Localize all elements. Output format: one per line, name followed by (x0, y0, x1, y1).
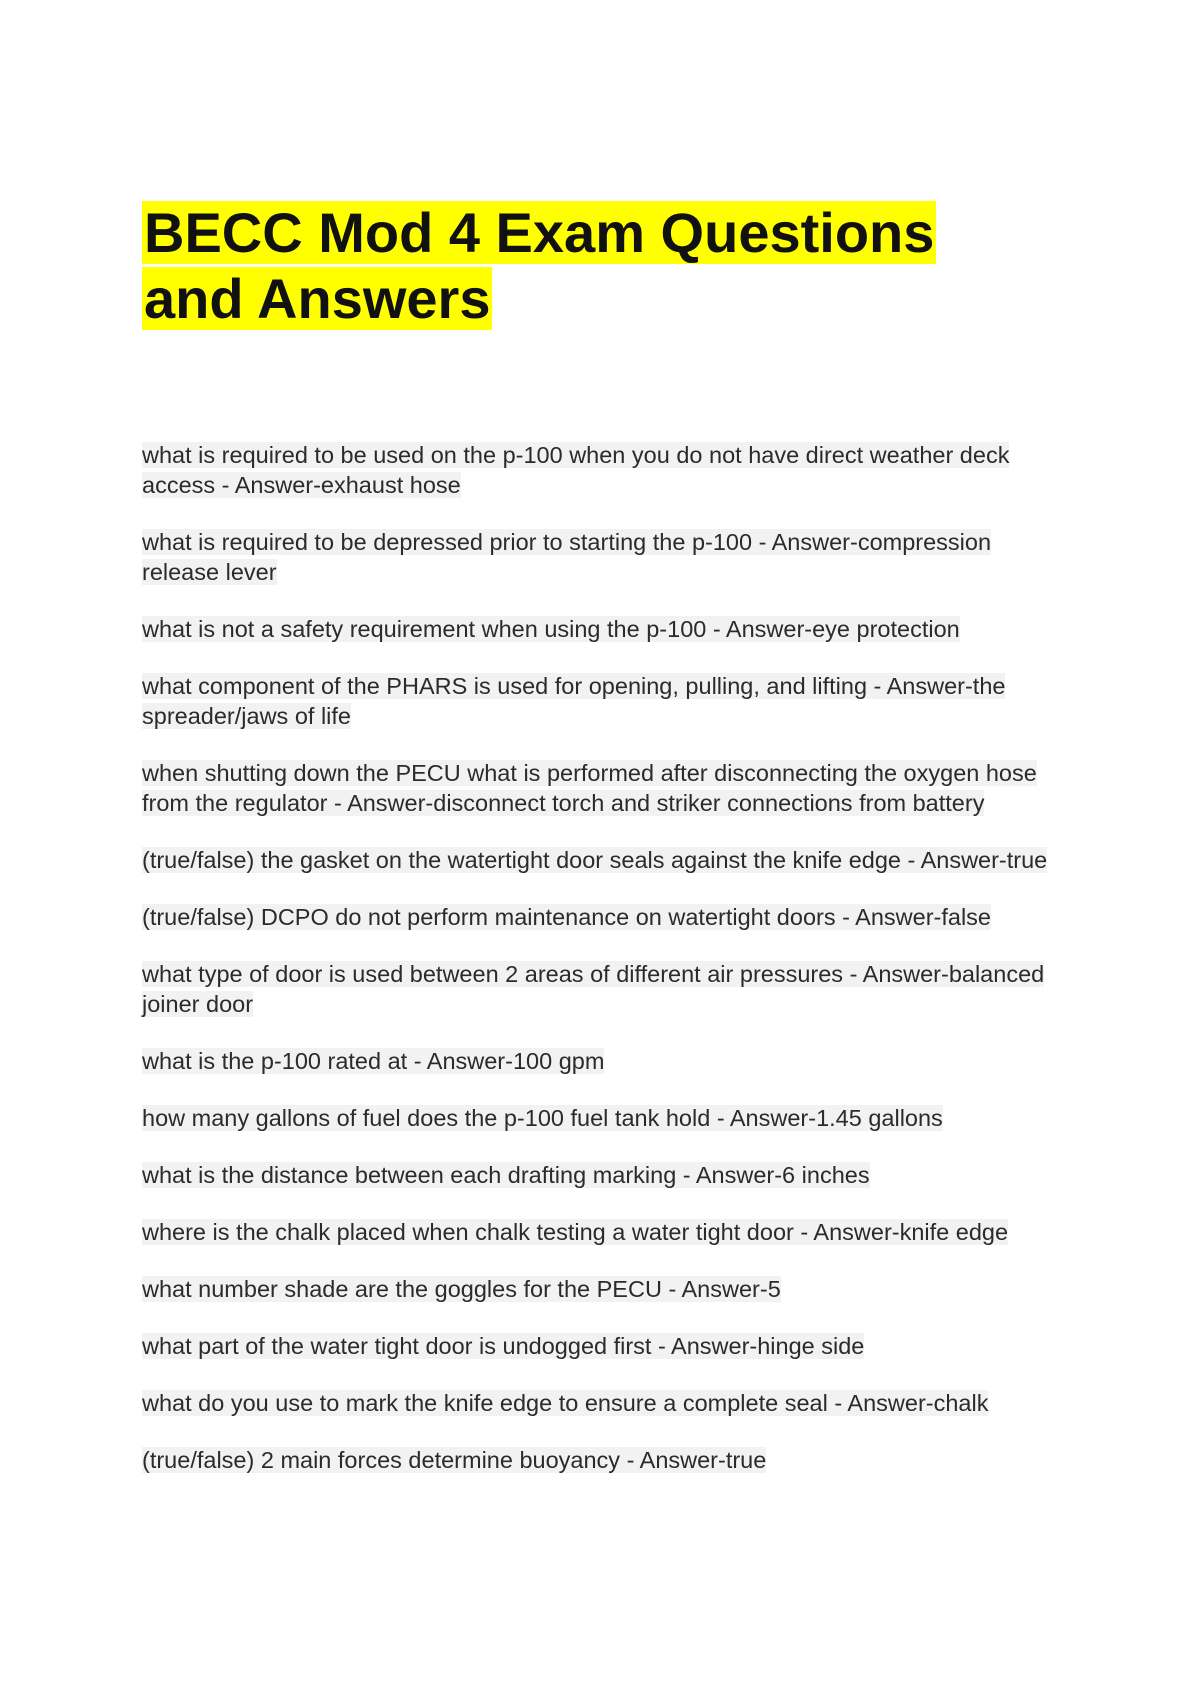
qa-item-text: what is the p-100 rated at - Answer-100 gpm (142, 1048, 605, 1074)
qa-item-text: (true/false) the gasket on the watertight door seals against the knife edge - Answer-true (142, 847, 1048, 873)
qa-item (142, 614, 1072, 644)
qa-item (142, 1217, 1072, 1247)
qa-item-text: what part of the water tight door is undogged first - Answer-hinge side (142, 1333, 865, 1359)
qa-item (142, 527, 1072, 587)
qa-item-text: (true/false) DCPO do not perform maintenance on watertight doors - Answer-false (142, 904, 991, 930)
qa-item-text: (true/false) 2 main forces determine buoyancy - Answer-true (142, 1447, 767, 1473)
qa-item (142, 1388, 1072, 1418)
qa-item-text: what number shade are the goggles for the PECU - Answer-5 (142, 1276, 781, 1302)
qa-item (142, 1274, 1072, 1304)
qa-item (142, 671, 1072, 731)
qa-item (142, 1046, 1072, 1076)
qa-item (142, 1103, 1072, 1133)
qa-item-text: what is required to be depressed prior to starting the p-100 - Answer-compression release lever (142, 529, 992, 585)
qa-item-text: what is not a safety requirement when using the p-100 - Answer-eye protection (142, 616, 960, 642)
qa-item-text: when shutting down the PECU what is performed after disconnecting the oxygen hose from the regulator - Answer-disconnect torch and striker connections from battery (142, 760, 1037, 816)
qa-item (142, 758, 1072, 818)
qa-item (142, 1331, 1072, 1361)
qa-item (142, 1445, 1072, 1475)
qa-item-text: what component of the PHARS is used for opening, pulling, and lifting - Answer-the spreader/jaws of life (142, 673, 1006, 729)
qa-item (142, 959, 1072, 1019)
document-title-text: BECC Mod 4 Exam Questions and Answers (144, 201, 935, 330)
qa-item (142, 1160, 1072, 1190)
qa-list (142, 440, 1072, 1502)
qa-item-text: what is the distance between each drafting marking - Answer-6 inches (142, 1162, 870, 1188)
qa-item-text: what type of door is used between 2 areas of different air pressures - Answer-balanced joiner door (142, 961, 1045, 1017)
qa-item (142, 440, 1072, 500)
document-title (142, 200, 1022, 332)
qa-item-text: where is the chalk placed when chalk testing a water tight door - Answer-knife edge (142, 1219, 1009, 1245)
qa-item-text: what is required to be used on the p-100 when you do not have direct weather deck access - Answer-exhaust hose (142, 442, 1010, 498)
qa-item-text: what do you use to mark the knife edge to ensure a complete seal - Answer-chalk (142, 1390, 989, 1416)
qa-item-text: how many gallons of fuel does the p-100 fuel tank hold - Answer-1.45 gallons (142, 1105, 943, 1131)
qa-item (142, 845, 1072, 875)
qa-item (142, 902, 1072, 932)
